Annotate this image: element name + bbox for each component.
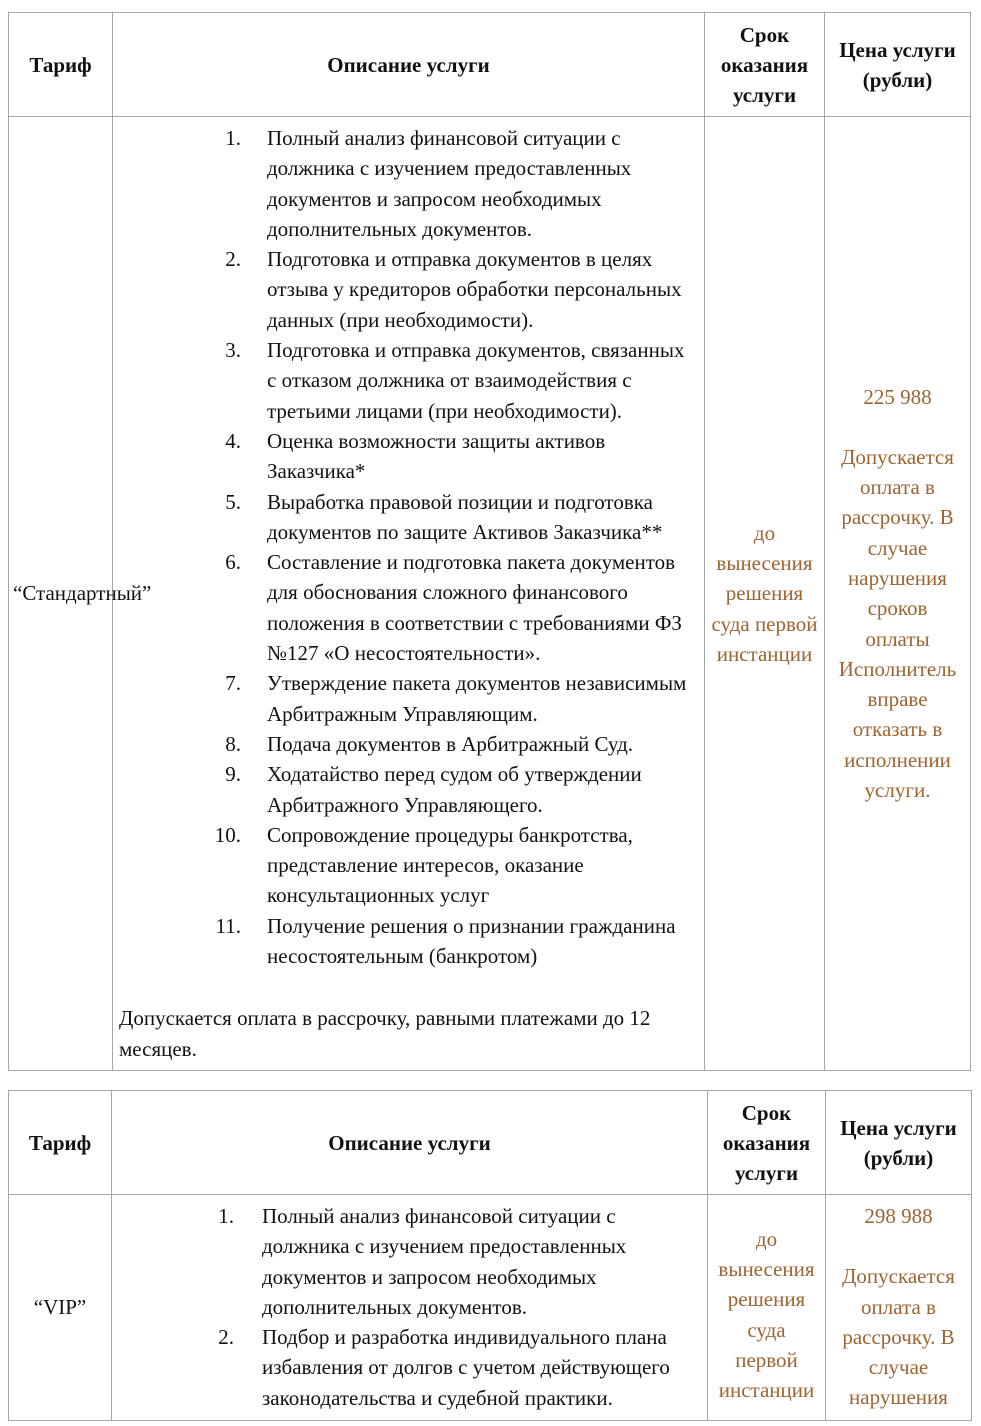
list-item: 1. Полный анализ финансовой ситуации с должника с изучением предоставленных документов и запросом необходимых дополнительных документов. bbox=[218, 1204, 627, 1319]
installment-note: Допускается оплата в рассрочку, равными платежами до 12 месяцев. bbox=[119, 1006, 651, 1061]
service-description bbox=[113, 117, 705, 1071]
table-row bbox=[9, 117, 971, 1071]
steps-list bbox=[113, 117, 704, 971]
price-note: Допускается оплата в рассрочку. В случае нарушения сроков оплаты Исполнитель вправе отказать в исполнении услуги. bbox=[838, 444, 957, 803]
table-header-row bbox=[9, 1091, 972, 1195]
header-price: Цена услуги (рубли) bbox=[826, 1091, 972, 1195]
list-item: 8. Подача документов в Арбитражный Суд. bbox=[225, 731, 634, 756]
tariff-name: “VIP” bbox=[9, 1195, 112, 1421]
header-term: Срок оказания услуги bbox=[705, 13, 825, 117]
price-value: 298 988 bbox=[864, 1204, 933, 1228]
header-term: Срок оказания услуги bbox=[708, 1091, 826, 1195]
tariff-name: “Стандартный” bbox=[9, 117, 113, 1071]
list-item: 2. Подготовка и отправка документов в целях отзыва у кредиторов обработки персональных данных (при необходимости). bbox=[225, 247, 682, 332]
list-item: 9. Ходатайство перед судом об утверждении Арбитражного Управляющего. bbox=[225, 762, 642, 817]
list-item: 3. Подготовка и отправка документов, связанных с отказом должника от взаимодействия с третьими лицами (при необходимости). bbox=[225, 338, 685, 423]
service-price bbox=[825, 117, 971, 1071]
price-note: Допускается оплата в рассрочку. В случае нарушения bbox=[842, 1264, 955, 1410]
list-item: 1. Полный анализ финансовой ситуации с должника с изучением предоставленных документов и запросом необходимых дополнительных документов. bbox=[225, 126, 632, 241]
header-description: Описание услуги bbox=[112, 1091, 708, 1195]
list-item: 10. Сопровождение процедуры банкротства, представление интересов, оказание консультационных услуг bbox=[214, 822, 633, 908]
header-tariff: Тариф bbox=[9, 13, 113, 117]
header-tariff: Тариф bbox=[9, 1091, 112, 1195]
price-value: 225 988 bbox=[863, 384, 932, 409]
table-header-row bbox=[9, 13, 971, 117]
service-term: до вынесения решения суда первой инстанции bbox=[708, 1195, 826, 1421]
table-row bbox=[9, 1195, 972, 1421]
steps-list bbox=[112, 1195, 707, 1413]
list-item: 6. Составление и подготовка пакета документов для обоснования сложного финансового положения в соответствии с требованиями ФЗ №127 «О несостоятельности». bbox=[225, 550, 682, 666]
list-item: 11. Получение решения о признании гражданина несостоятельным (банкротом) bbox=[215, 913, 676, 969]
list-item: 4. Оценка возможности защиты активов Заказчика* bbox=[225, 428, 606, 484]
list-item: 7. Утверждение пакета документов независимым Арбитражным Управляющим. bbox=[225, 671, 687, 726]
list-item: 2. Подбор и разработка индивидуального плана избавления от долгов с учетом действующего законодательства и судебной практики. bbox=[218, 1325, 670, 1410]
service-price bbox=[826, 1195, 972, 1421]
header-description: Описание услуги bbox=[113, 13, 705, 117]
service-description bbox=[112, 1195, 708, 1421]
list-item: 5. Выработка правовой позиции и подготовка документов по защите Активов Заказчика** bbox=[225, 489, 663, 544]
vip-tariff-table bbox=[8, 1090, 972, 1421]
service-term: до вынесения решения суда первой инстанции bbox=[705, 117, 825, 1071]
standard-tariff-table bbox=[8, 12, 971, 1071]
header-price: Цена услуги (рубли) bbox=[825, 13, 971, 117]
